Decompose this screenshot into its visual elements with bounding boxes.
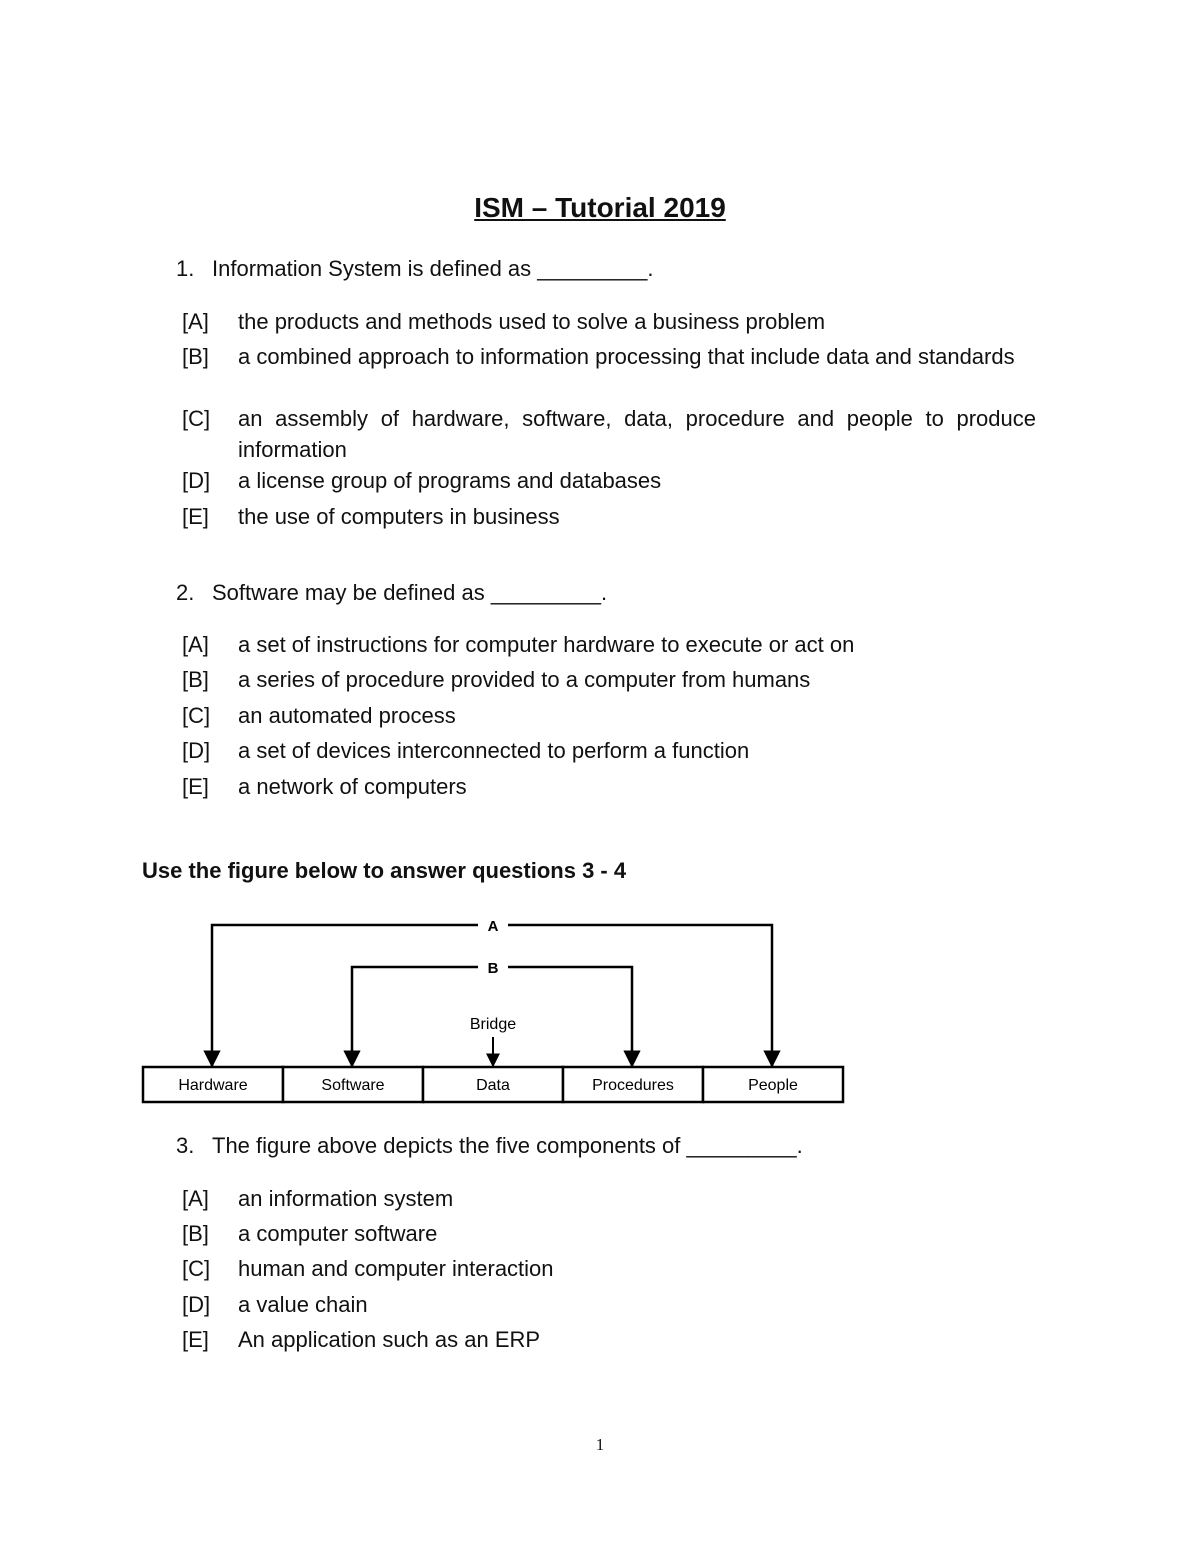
option-text: a network of computers	[238, 774, 467, 799]
option-label: [B]	[182, 667, 209, 692]
option-label: [C]	[182, 703, 211, 728]
question-number: 3.	[176, 1133, 195, 1158]
option-label: [E]	[182, 774, 209, 799]
bracket-b-left	[352, 967, 478, 1066]
option-text: a value chain	[238, 1292, 368, 1317]
data-label: Data	[476, 1077, 510, 1094]
option-label: [B]	[182, 1221, 209, 1246]
question-text: The figure above depicts the five components of _________.	[212, 1133, 803, 1158]
option-text: a combined approach to information processing that include data and standards	[238, 344, 1015, 369]
bracket-a-right	[508, 925, 772, 1066]
hardware-label: Hardware	[178, 1077, 248, 1094]
option-text: a series of procedure provided to a computer from humans	[238, 667, 811, 692]
question-number: 2.	[176, 580, 195, 605]
option-3a	[182, 1183, 1038, 1214]
option-text: a license group of programs and databases	[238, 468, 662, 493]
option-label: [D]	[182, 738, 211, 763]
option-label: [D]	[182, 468, 211, 493]
people-label: People	[748, 1077, 798, 1094]
software-label: Software	[321, 1077, 385, 1094]
option-text: an assembly of hardware, software, data, procedure and people to produce information	[238, 406, 1036, 462]
question-number: 1.	[176, 256, 195, 281]
option-text: a computer software	[238, 1221, 438, 1246]
option-label: [D]	[182, 1292, 211, 1317]
option-text: an automated process	[238, 703, 456, 728]
option-label: [A]	[182, 1186, 209, 1211]
option-text: a set of instructions for computer hardware to execute or act on	[238, 632, 855, 657]
option-3c	[182, 1253, 1038, 1284]
option-label: [E]	[182, 504, 209, 529]
page-number: 1	[595, 1435, 605, 1454]
question-text: Software may be defined as _________.	[212, 580, 608, 605]
bracket-a-left	[212, 925, 478, 1066]
label-bridge: Bridge	[469, 1016, 517, 1033]
option-3d	[182, 1289, 1038, 1320]
option-label: [E]	[182, 1327, 209, 1352]
option-label: [B]	[182, 344, 209, 369]
option-text: the use of computers in business	[238, 504, 560, 529]
option-text: an information system	[238, 1186, 454, 1211]
page-title: ISM – Tutorial 2019	[474, 192, 726, 223]
option-text: An application such as an ERP	[238, 1327, 541, 1352]
bracket-b-right	[508, 967, 632, 1066]
option-text: a set of devices interconnected to perform a function	[238, 738, 750, 763]
question-text: Information System is defined as _________.	[212, 256, 654, 281]
section-heading: Use the figure below to answer questions 3 - 4	[142, 858, 627, 883]
option-text: the products and methods used to solve a business problem	[238, 309, 826, 334]
option-label: [A]	[182, 309, 209, 334]
option-label: [A]	[182, 632, 209, 657]
label-a: A	[487, 918, 499, 935]
option-text: human and computer interaction	[238, 1256, 554, 1281]
option-label: [C]	[182, 1256, 211, 1281]
label-b: B	[487, 960, 499, 977]
question-3	[176, 1133, 803, 1159]
option-3e	[182, 1324, 1038, 1355]
option-3b	[182, 1218, 1038, 1249]
option-label: [C]	[182, 406, 211, 431]
procedures-label: Procedures	[592, 1077, 674, 1094]
